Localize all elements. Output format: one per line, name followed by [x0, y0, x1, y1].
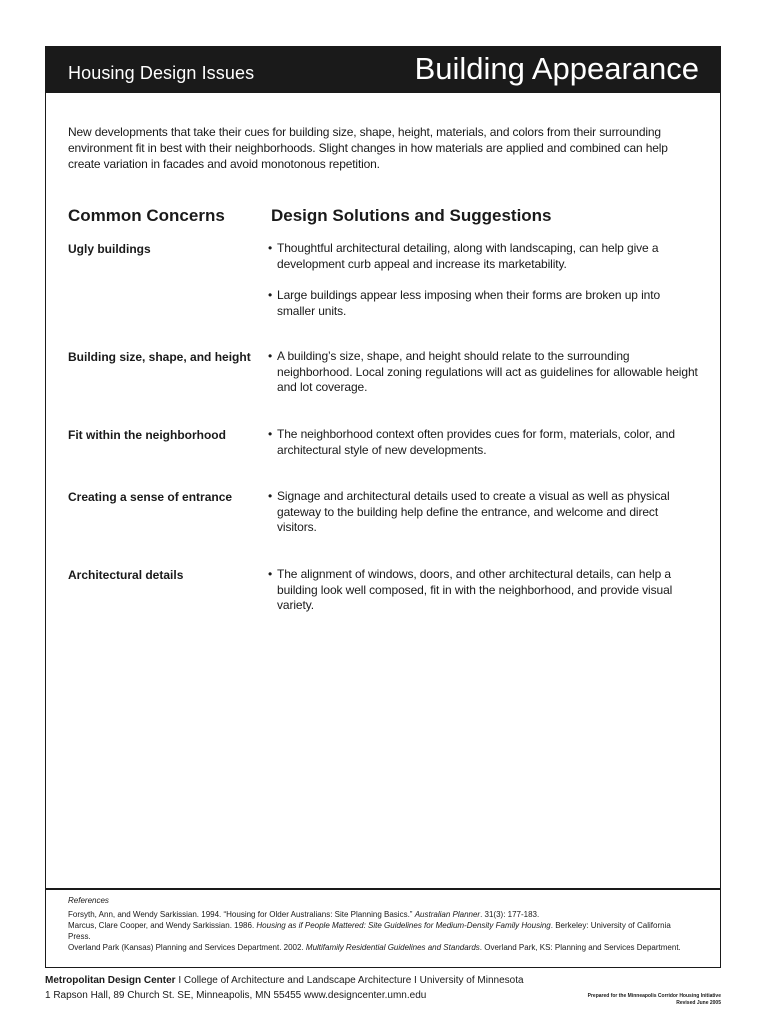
reference-text: Overland Park (Kansas) Planning and Services Department. 2002. [68, 943, 306, 952]
reference-text: . Berkeley: University of California Press. [68, 921, 671, 941]
bullet-glyph: • [268, 489, 273, 503]
solution-item [268, 349, 700, 396]
concern-neighborhood-fit: Fit within the neighborhood [68, 428, 226, 442]
bullet-glyph: • [268, 288, 273, 302]
reference-entry [68, 920, 693, 942]
solution-item [268, 288, 700, 319]
solution-item [268, 427, 700, 458]
reference-text: Marcus, Clare Cooper, and Wendy Sarkissian. 1986. [68, 921, 257, 930]
concern-building-size: Building size, shape, and height [68, 350, 251, 364]
solution-text: A building’s size, shape, and height should relate to the surrounding neighborhood. Local zoning regulations will act as guidelines for allowable height and lot coverage. [277, 349, 698, 394]
solutions-heading: Design Solutions and Suggestions [271, 206, 552, 225]
footer-address: 1 Rapson Hall, 89 Church St. SE, Minneapolis, MN 55455 www.designcenter.umn.edu [45, 990, 427, 1001]
solution-text: Signage and architectural details used to create a visual as well as physical gateway to the building help define the entrance, and welcome and direct visitors. [277, 489, 670, 534]
revised-date: Revised June 2005 [676, 1000, 721, 1006]
reference-entry [68, 909, 693, 920]
solution-text: Large buildings appear less imposing when their forms are broken up into smaller units. [277, 288, 661, 318]
reference-text: . 31(3): 177-183. [480, 910, 540, 919]
reference-publication: Housing as if People Mattered: Site Guidelines for Medium-Density Family Housing [256, 921, 551, 930]
bullet-glyph: • [268, 427, 273, 441]
page-title: Building Appearance [414, 51, 699, 86]
reference-text: Forsyth, Ann, and Wendy Sarkissian. 1994. “Housing for Older Australians: Site Planning Basics.” [68, 910, 415, 919]
footer-organization [45, 975, 524, 986]
solution-text: The alignment of windows, doors, and other architectural details, can help a building look well composed, fit in with the neighborhood, and provide visual variety. [277, 567, 673, 612]
section-title: Housing Design Issues [68, 63, 255, 83]
reference-publication: Australian Planner [414, 910, 481, 919]
concern-entrance: Creating a sense of entrance [68, 490, 233, 504]
bullet-glyph: • [268, 567, 273, 581]
references-title: References [68, 896, 109, 905]
bullet-glyph: • [268, 241, 273, 255]
solution-text: The neighborhood context often provides cues for form, materials, color, and architectural style of new developments. [277, 427, 675, 457]
references-section [45, 888, 721, 952]
header-bar [45, 46, 721, 93]
solution-item [268, 241, 700, 272]
bullet-glyph: • [268, 349, 273, 363]
concern-architectural-details: Architectural details [68, 568, 184, 582]
footer-org-name: Metropolitan Design Center [45, 975, 176, 986]
prepared-for: Prepared for the Minneapolis Corridor Housing Initiative [587, 993, 721, 999]
reference-text: . Overland Park, KS: Planning and Services Department. [479, 943, 681, 952]
footer-affiliation: I College of Architecture and Landscape Architecture I University of Minnesota [175, 975, 524, 986]
intro-paragraph: New developments that take their cues for building size, shape, height, materials, and colors from their surrounding environment fit in best with their neighborhoods. Slight changes in how materials are applied and combined can help create variation in facades and avoid monotonous repetition. [68, 125, 668, 171]
reference-publication: Multifamily Residential Guidelines and Standards [305, 943, 480, 952]
solution-item [268, 489, 700, 536]
concerns-heading: Common Concerns [68, 206, 225, 225]
solution-item [268, 567, 700, 614]
reference-entry [68, 942, 693, 953]
prepared-note [588, 993, 721, 1007]
concern-ugly-buildings: Ugly buildings [68, 242, 151, 256]
solution-text: Thoughtful architectural detailing, along with landscaping, can help give a development curb appeal and increase its marketability. [277, 241, 659, 271]
